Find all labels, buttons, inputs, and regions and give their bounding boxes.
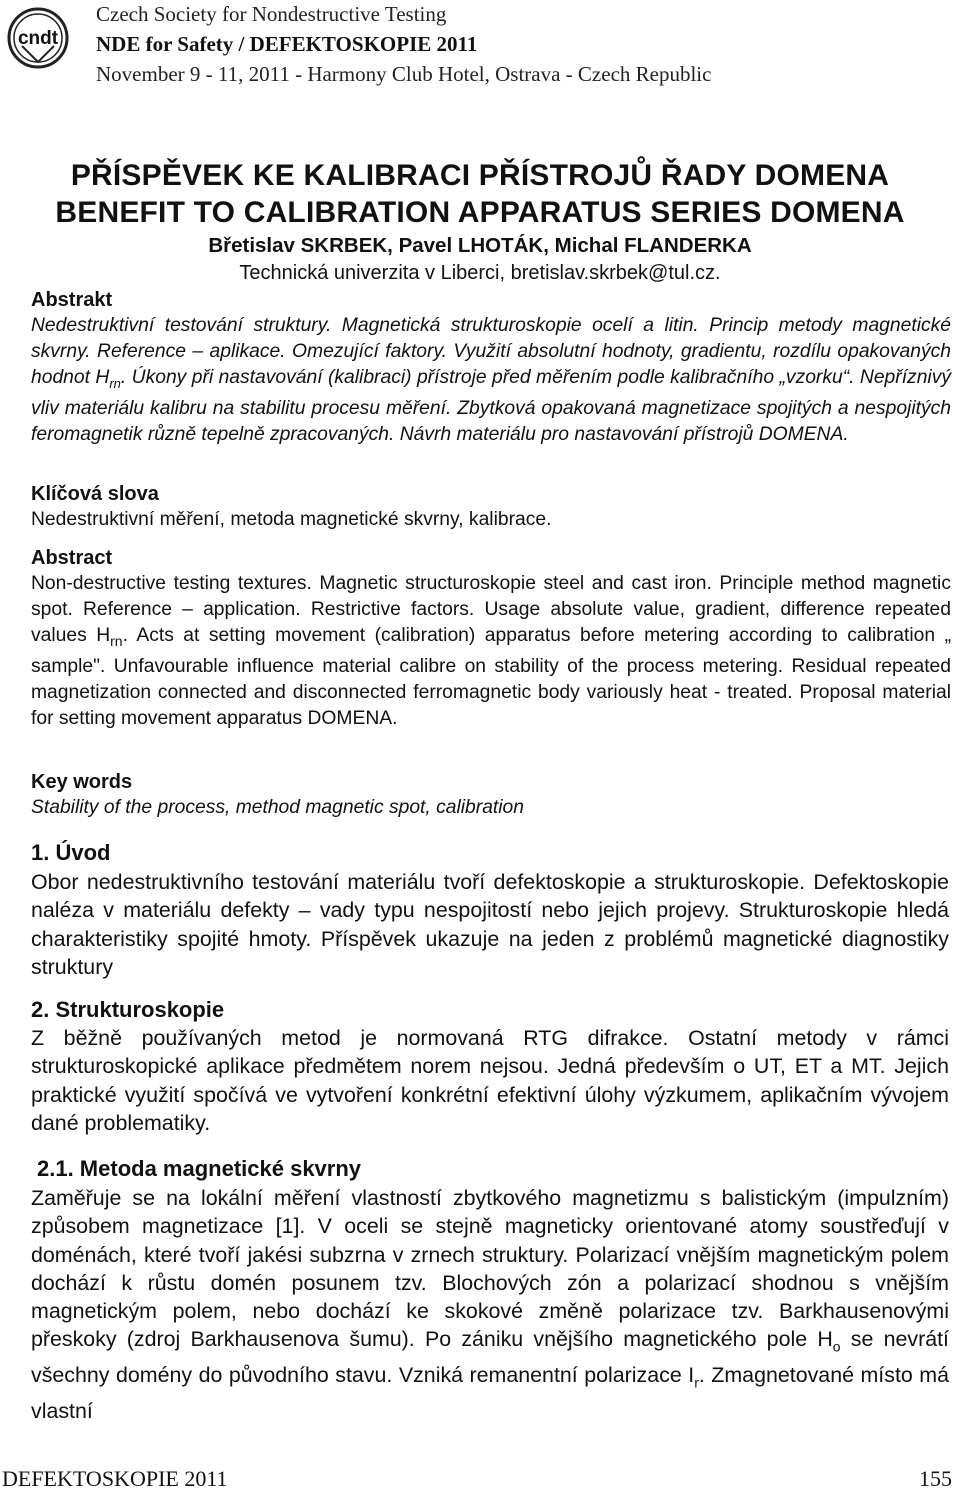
abstrakt-text: Nedestruktivní testování struktury. Magnetická strukturoskopie ocelí a litin. Princip metody magnetické skvrny. Reference – aplikace. Omezující faktory. Využití absolutní hodnoty, gradientu, rozdílu opakovaných hodnot $H_{rn}$. Úkony při nastavování (kalibraci) přístroje před měřením podle kalibračního „vzorku“. Nepříznivý vliv materiálu kalibru na stabilitu procesu měření. Zbytková opakovaná magnetizace spojitých a nespojitých feromagnetik různě tepelně zpracovaných. Návrh materiálu pro nastavování přístrojů DOMENA. xyxy=(31,315,951,446)
section-1-heading: 1. Úvod xyxy=(31,840,111,865)
klicova-slova-text: Nedestruktivní měření, metoda magnetické skvrny, kalibrace. xyxy=(31,509,552,530)
section-2-heading: 2. Strukturoskopie xyxy=(31,997,225,1022)
title-english: BENEFIT TO CALIBRATION APPARATUS SERIES DOMENA xyxy=(55,196,905,229)
section-1-text: Obor nedestruktivního testování materiálu tvoří defektoskopie a strukturoskopie. Defektoskopie naléza v materiálu defekty – vady typu nespojitostí nebo jejich projevy. Strukturoskopie hledá charakteristiky spojité hmoty. Příspěvek ukazuje na jeden z problémů magnetické diagnostiky struktury xyxy=(31,870,949,979)
abstract-heading: Abstract xyxy=(31,547,113,569)
section-2-1-heading: 2.1. Metoda magnetické skvrny xyxy=(37,1156,362,1181)
conference-name: NDE for Safety / DEFEKTOSKOPIE 2011 xyxy=(96,32,478,56)
affiliation: Technická univerzita v Liberci, bretislav.skrbek@tul.cz. xyxy=(239,262,721,284)
footer-journal: DEFEKTOSKOPIE 2011 xyxy=(2,1466,228,1491)
title-czech: PŘÍSPĚVEK KE KALIBRACI PŘÍSTROJŮ ŘADY DOMENA xyxy=(70,159,890,192)
section-2-text: Z běžně používaných metod je normovaná RTG difrakce. Ostatní metody v rámci strukturoskopické aplikace předmětem norem nejsou. Jedná především o UT, ET a MT. Jejich praktické využití spočívá ve vytvoření konkrétní efektivní úlohy výzkumem, aplikačním vývojem dané problematiky. xyxy=(31,1026,949,1135)
section-2-1-text: Zaměřuje se na lokální měření vlastností zbytkového magnetizmu s balistickým (impulzním) způsobem magnetizace [1]. V oceli se stejně magneticky orientované atomy soustřeďují v doménách, které tvoří jakési subzrna v zrnech struktury. Polarizací vnějším magnetickým polem dochází k růstu domén posunem tzv. Blochových zón a polarizací shodnou s vnějším magnetickým polem, nebo dochází ke skokové změně polarizace tzv. Barkhausenovými přeskoky (zdroj Barkhausenova šumu). Po zániku vnějšího magnetického pole $H_o$ se nevrátí všechny domény do původního stavu. Vzniká remanentní polarizace $I_r$. Zmagnetované místo má vlastní xyxy=(31,1186,949,1423)
authors: Břetislav SKRBEK, Pavel LHOTÁK, Michal FLANDERKA xyxy=(208,234,752,257)
society-name: Czech Society for Nondestructive Testing xyxy=(96,2,447,26)
abstract-text: Non-destructive testing textures. Magnetic structuroskopie steel and cast iron. Principle method magnetic spot. Reference – application. Restrictive factors. Usage absolute value, gradient, difference repeated values $H_{rn}$. Acts at setting movement (calibration) apparatus before metering according to calibration „ sample". Unfavourable influence material calibre on stability of the process metering. Residual repeated magnetization connected and disconnected ferromagnetic body variously heat - treated. Proposal material for setting movement apparatus DOMENA. xyxy=(31,573,951,729)
cndt-logo-icon xyxy=(4,6,74,70)
cndt-logo xyxy=(4,6,74,70)
keywords-text: Stability of the process, method magnetic spot, calibration xyxy=(31,797,524,818)
keywords-heading: Key words xyxy=(31,771,133,793)
footer-page-number: 155 xyxy=(919,1466,952,1491)
logo-text: cndt xyxy=(17,28,59,49)
abstrakt-heading: Abstrakt xyxy=(31,289,113,311)
klicova-slova-heading: Klíčová slova xyxy=(31,483,159,505)
conference-date-venue: November 9 - 11, 2011 - Harmony Club Hotel, Ostrava - Czech Republic xyxy=(96,62,712,86)
